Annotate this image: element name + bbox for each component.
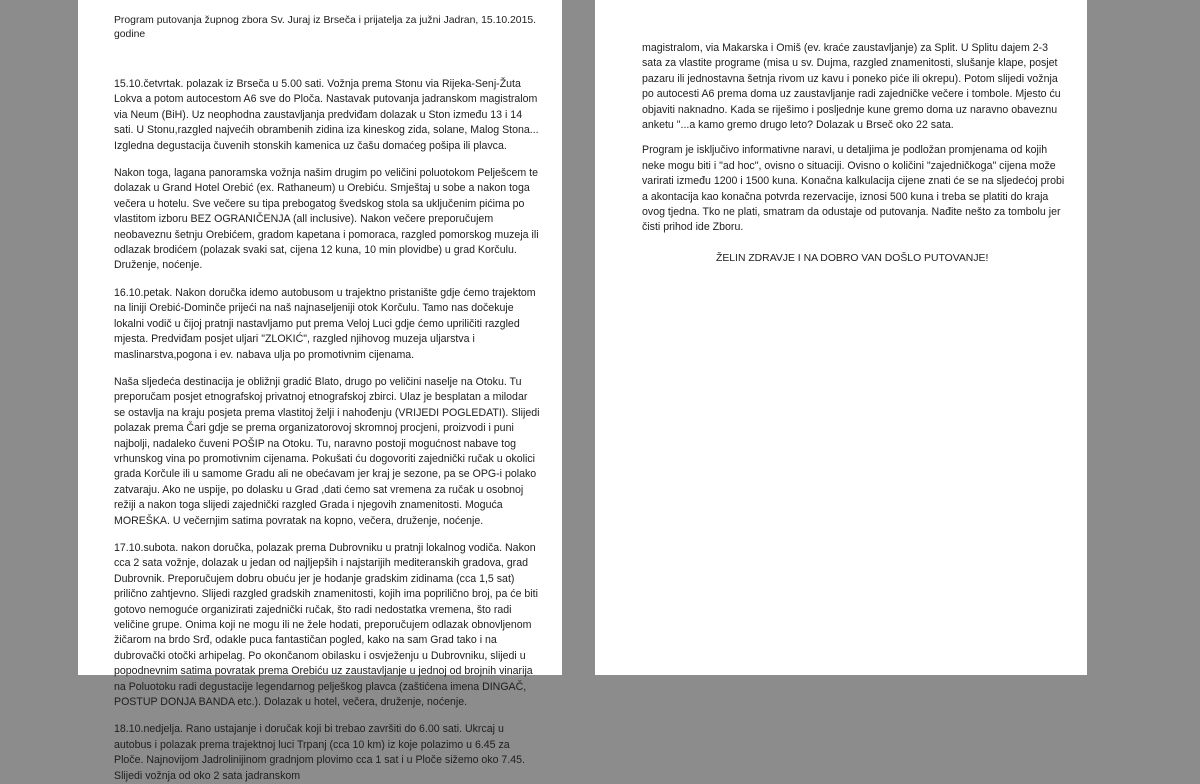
closing-wish: ŽELIN ZDRAVJE I NA DOBRO VAN DOŠLO PUTOVANJE! [716,252,989,264]
paragraph-day-2: 16.10.petak. Nakon doručka idemo autobusom u trajektno pristanište gdje ćemo trajektom na liniji Orebić-Dominče prijeći na naš najnaseljeniji otok Korčulu. Tamo nas dočekuje lokalni vodič u čijoj pratnji nastavljamo put prema Veloj Luci gdje ćemo upriličiti razgled mjesta. Predviđam posjet uljari "ZLOKIĆ", razgled njihovog muzeja uljarstva i maslinarstva,pogona i ev. nabava ulja po promotivnim cijenama. [114,286,536,361]
document-page-right [595,0,1087,675]
document-title: Program putovanja župnog zbora Sv. Juraj iz Brseča i prijatelja za južni Jadran, 15.10.2015. godine [114,15,537,40]
paragraph-day-1: 15.10.četvrtak. polazak iz Brseča u 5.00 sati. Vožnja prema Stonu via Rijeka-Senj-Žuta Lokva a potom autocestom A6 sve do Pločа. Nastavak putovanja jadranskom magistralom via Neum (BiH). Uz neophodna zaustavljanja predviđam dolazak u Ston između 13 i 14 sati. U Stonu,razgled najvećih obrambenih zidina iza kineskog zida, solane, Malog Stona... Izgledna degustacija čuvenih stonskih kamenica uz čašu domaćeg pošipa ili plavca. [114,78,539,152]
paragraph-day-3: 17.10.subota. nakon doručka, polazak prema Dubrovniku u pratnji lokalnog vodiča. Nakon cca 2 sata vožnje, dolazak u jedan od najljepših i najstarijih mediteranskih gradova, grad Dubrovnik. Preporučujem dobru obuću jer je hodanje gradskim zidinama (cca 1,5 sat) prilično zahtjevno. Slijedi razgled gradskih znamenitosti, kojih ima poprilično broj, pa će biti gotovo nemoguće organizirati zajednički ručak, što radi nedostatka vremena, što radi veličine grupe. Onima koji ne mogu ili ne žele hodati, preporučujem odlazak obnovljenom žičarom na brdo Srđ, odakle puca fantastičan pogled, kako na sam Grad tako i na dubrovački otočki arhipelag. Po okončanom obilasku i osvježenju u Dubrovniku, slijedi u popodnevnim satima povratak prema Orebiću uz zaustavljanje u jednoj od brojnih vinarija na Poluotoku radi degustacije legendarnog pelješkog plavca (zaštićena imena DINGAČ, POSTUP DONJA BANDA etc.). Dolazak u hotel, večera, druženje, noćenje. [114,541,538,709]
paragraph-notes: Program je isključivo informativne naravi, u detaljima je podložan promjenama od kojih neke mogu biti i "ad hoc", ovisno o situaciji. Ovisno o količini "zajedničkoga" cijena može varirati između 1200 i 1500 kuna. Konačna kalkulacija cijene znati će se na sljedećoj probi a akontacija kao konačna potvrda rezervacije, iznosi 500 kuna i treba se platiti do kraja ovog tjedna. Tko ne plati, smatram da odustaje od putovanja. Nađite nešto za tombolu jer čisti prihod ide Zboru. [642,144,1065,234]
paragraph-day-1-evening: Nakon toga, lagana panoramska vožnja našim drugim po veličini poluotokom Pelješcem te dolazak u Grand Hotel Orebić (ex. Rathaneum) u Orebiću. Smještaj u sobe a nakon toga večera u hotelu. Sve večere su tipa prebogatog švedskog stola sa uključenim pićima po vlastitom izboru BEZ OGRANIČENJA (all inclusive). Nakon večere preporučujem neobaveznu šetnju Orebićem, gradom kapetana i pomoraca, razgled pomorskog muzeja ili odlazak brodićem (polazak svaki sat, cijena 12 kuna, 10 min plovidbe) u grad Korčulu. Druženje, noćenje. [114,167,539,272]
document-page-left [78,0,562,782]
paragraph-day-2-afternoon: Naša sljedeća destinacija je obližnji gradić Blato, drugo po veličini naselje na Otoku. Tu preporučam posjet etnografskoj privatnoj etnografskoj zbirci. Ulaz je besplatan a milodar se ostavlja na kraju posjeta prema vlastitoj želji i nahođenju (VRIJEDI POGLEDATI). Slijedi polazak prema Čari gdje se prema organizatorovoj skromnoj procjeni, proizvodi i puni najbolji, nadaleko čuveni POŠIP na Otoku. Tu, naravno postoji mogućnost nabave tog vrhunskog vina po promotivnim cijenama. Pokušati ću dogovoriti zajednički ručak u okolici grada Korčule ili u samome Gradu ali ne obećavam jer kraj je sezone, pa se OPG-i polako zatvaraju. Ako ne uspije, po dolasku u Grad ,dati ćemo sat vremena za ručak u osobnoj režiji a nakon toga slijedi zajednički razgled Grada i njegovih znamenitosti. Moguća MOREŠKA. U večernjim satima povratak na kopno, večera, druženje, noćenje. [114,375,540,527]
paragraph-day-4: 18.10.nedjelja. Rano ustajanje i doručak koji bi trebao završiti do 6.00 sati. Ukrcaj u autobus i polazak prema trajektnoj luci Trpanj (cca 10 km) iz koje polazimo u 6.45 za Ploče. Najnovijom Jadrolinijinom gradnjom plovimo cca 1 sat i u Ploče sižemo oko 7.45. Slijedi vožnja od oko 2 sata jadranskom [114,723,525,782]
paragraph-day-4-continued: magistralom, via Makarska i Omiš (ev. kraće zaustavljanje) za Split. U Splitu dajem 2-3 sata za vlastite programe (misa u sv. Dujma, razgled znamenitosti, slušanje klape, posjet pazaru ili jednostavna šetnja rivom uz kavu i poneko piće ili okrepu). Potom slijedi vožnja po autocesti A6 prema doma uz zaustavljanje radi zajedničke večere i tombole. Mjesto ću objaviti naknadno. Kada se riješimo i posljednje kune gremo doma uz naravno obaveznu anketu "...a kamo gremo drugo leto? Dolazak u Brseč oko 22 sata. [642,42,1061,132]
